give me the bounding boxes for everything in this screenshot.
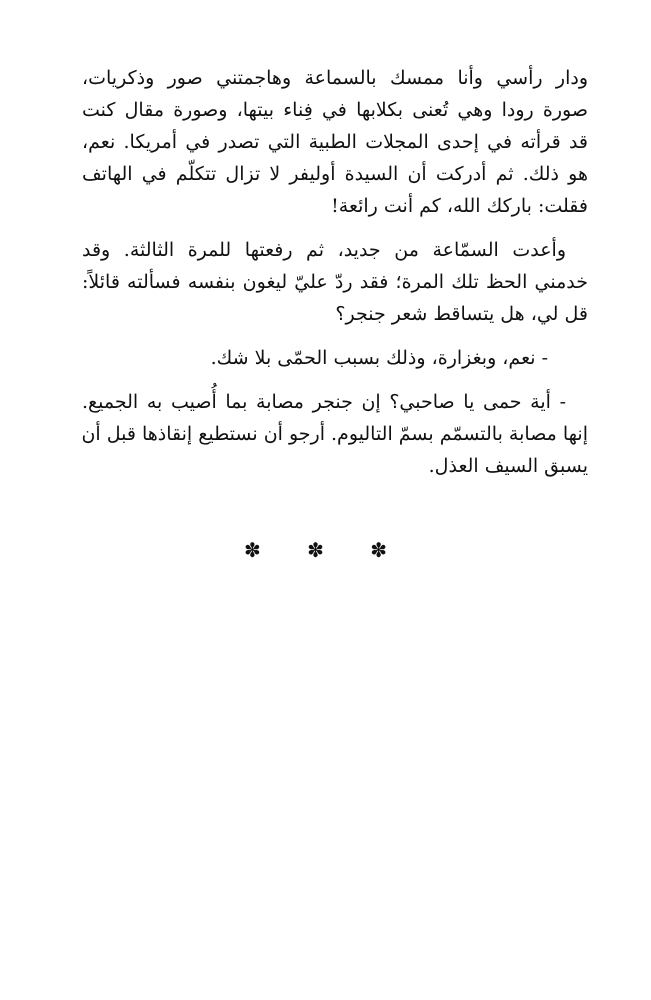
section-separator: ✽ ✽ ✽: [244, 538, 407, 562]
paragraph-2: [82, 234, 588, 330]
text-line: يسبق السيف العذل.: [428, 455, 588, 477]
body-text: [82, 62, 588, 494]
text-line: فقلت: باركك الله، كم أنت رائعة!: [331, 195, 588, 217]
text-line: - أية حمى يا صاحبي؟ إن جنجر مصابة بما أُصيب به الجميع.: [82, 391, 566, 413]
paragraph-1: [82, 62, 588, 222]
text-line: قد قرأته في إحدى المجلات الطبية التي تصدر في أمريكا. نعم،: [82, 131, 588, 153]
text-line: خدمني الحظ تلك المرة؛ فقد ردّ عليّ ليغون بنفسه فسألته قائلاً:: [82, 271, 588, 293]
text-line: إنها مصابة بالتسمّم بسمّ التاليوم. أرجو أن نستطيع إنقاذها قبل أن: [81, 423, 588, 445]
text-line: هو ذلك. ثم أدركت أن السيدة أوليفر لا تزال تتكلّم في الهاتف: [82, 163, 588, 185]
text-line: وأعدت السمّاعة من جديد، ثم رفعتها للمرة الثالثة. وقد: [82, 239, 566, 261]
text-line: - نعم، وبغزارة، وذلك بسبب الحمّى بلا شك.: [210, 347, 548, 369]
text-line: صورة رودا وهي تُعنى بكلابها في فِناء بيتها، وصورة مقال كنت: [82, 99, 588, 121]
text-line: ودار رأسي وأنا ممسك بالسماعة وهاجمتني صور وذكريات،: [82, 67, 588, 89]
paragraph-4: [82, 386, 588, 482]
text-line: قل لي، هل يتساقط شعر جنجر؟: [335, 303, 588, 325]
paragraph-3: [82, 342, 588, 374]
